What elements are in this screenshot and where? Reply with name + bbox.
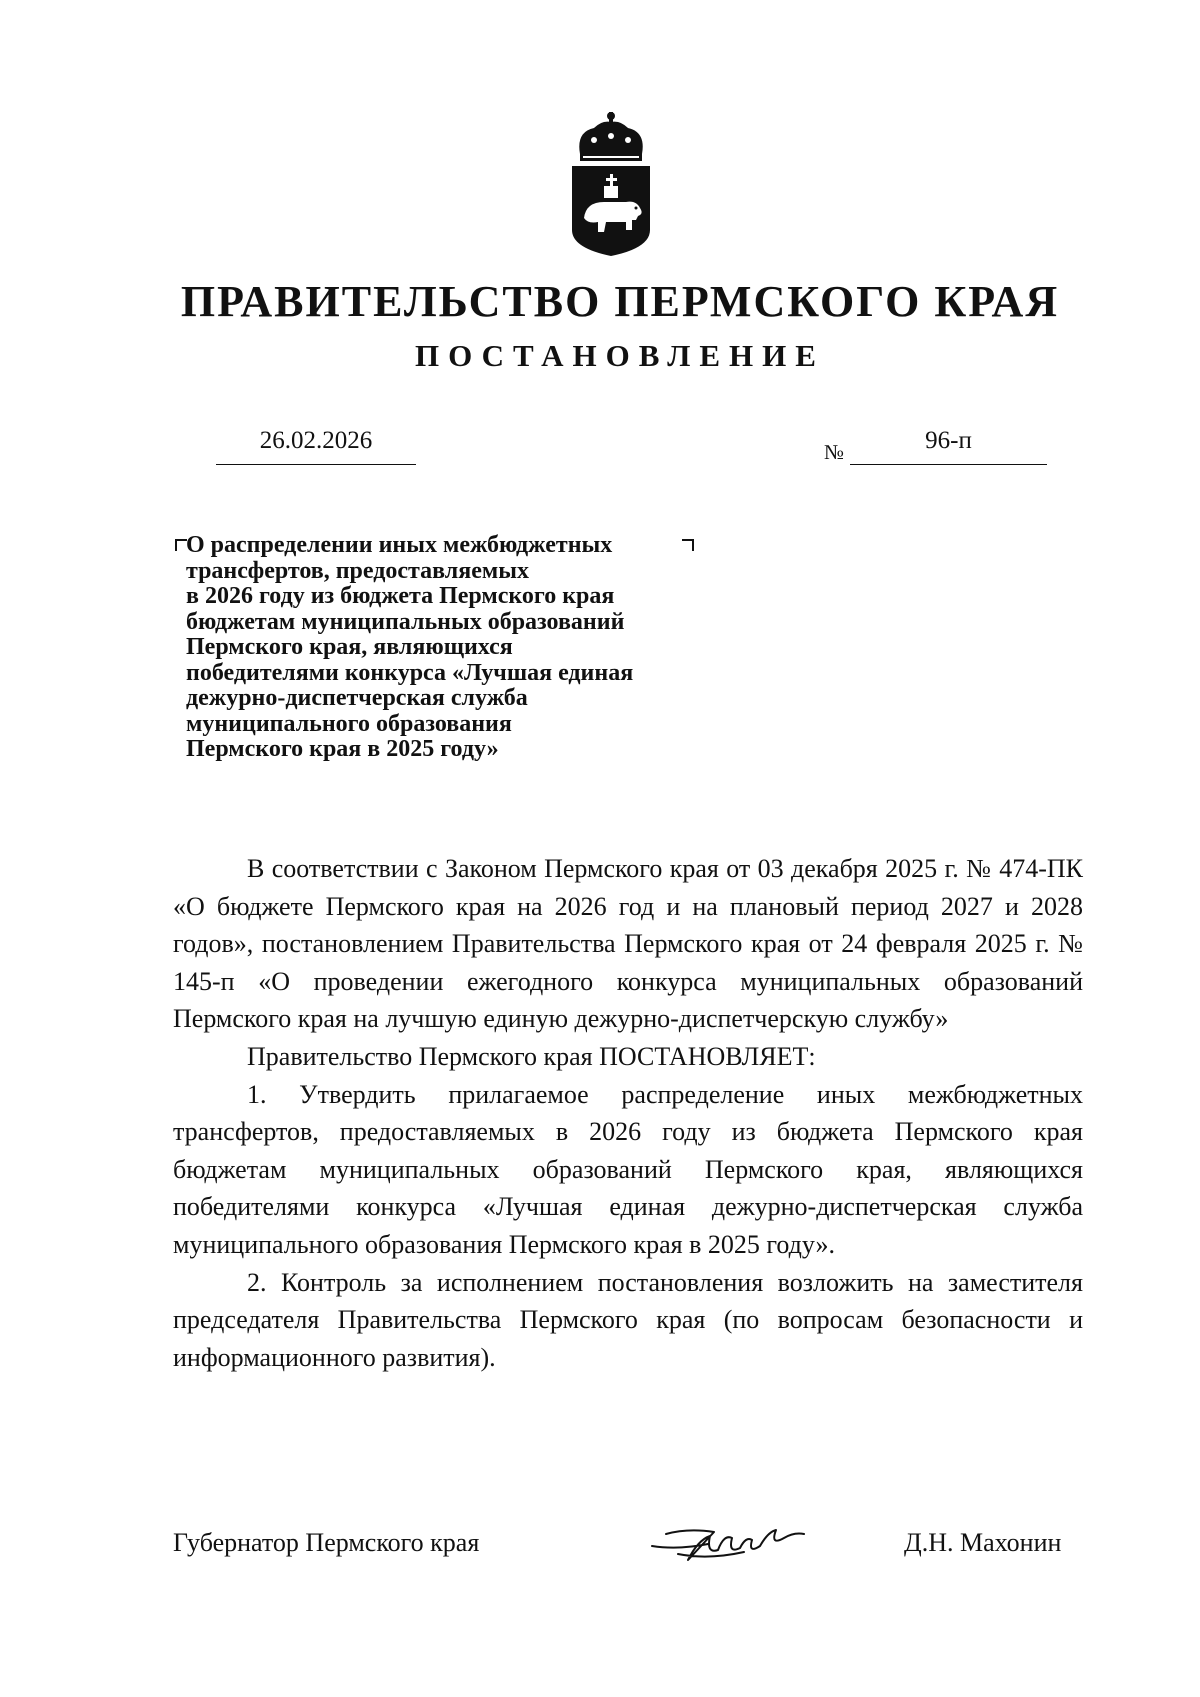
document-body xyxy=(173,850,1083,1376)
subject-line: Пермского края в 2025 году» xyxy=(186,736,499,762)
subject-line: в 2026 году из бюджета Пермского края xyxy=(186,583,615,609)
subject-line: О распределении иных межбюджетных xyxy=(186,532,613,558)
subject-line: бюджетам муниципальных образований xyxy=(186,608,625,635)
perm-krai-coat-of-arms-icon xyxy=(566,110,656,260)
item-1-paragraph: 1. Утвердить прилагаемое распределение иных межбюджетных трансфертов, предоставляемых в 2026 году из бюджета Пермского края бюджетам муниципальных образований Пермского края, являющихся победителями конкурса «Лучшая единая дежурно-диспетчерская служба муниципального образования Пермского края в 2025 году». xyxy=(173,1079,1083,1259)
number-label: № xyxy=(824,440,845,464)
preamble-paragraph: В соответствии с Законом Пермского края от 03 декабря 2025 г. № 474-ПК «О бюджете Пермского края на 2026 год и на плановый период 2027 и 2028 годов», постановлением Правительства Пермского края от 24 февраля 2025 г. № 145-п «О проведении ежегодного конкурса муниципальных образований Пермского края на лучшую единую дежурно-диспетчерскую службу» xyxy=(173,854,1083,1034)
handwritten-signature xyxy=(648,1520,808,1570)
subject-line: муниципального образования xyxy=(186,710,512,737)
document-number: 96-п xyxy=(850,424,1047,465)
signatory-position: Губернатор Пермского края xyxy=(173,1528,480,1557)
resolves-paragraph: Правительство Пермского края ПОСТАНОВЛЯЕТ: xyxy=(247,1041,816,1071)
subject-line: трансфертов, предоставляемых xyxy=(186,557,529,584)
document-type: ПОСТАНОВЛЕНИЕ xyxy=(415,338,825,373)
subject-line: победителями конкурса «Лучшая единая xyxy=(186,659,634,686)
subject-line: дежурно-диспетчерская служба xyxy=(186,685,528,711)
signatory-name: Д.Н. Махонин xyxy=(904,1528,1062,1557)
document-subject xyxy=(186,533,746,763)
document-date: 26.02.2026 xyxy=(216,424,416,465)
item-2-paragraph: 2. Контроль за исполнением постановления возложить на заместителя председателя Правительства Пермского края (по вопросам безопасности и информационного развития). xyxy=(173,1267,1083,1372)
organization-title: ПРАВИТЕЛЬСТВО ПЕРМСКОГО КРАЯ xyxy=(180,277,1060,326)
subject-line: Пермского края, являющихся xyxy=(186,634,513,660)
